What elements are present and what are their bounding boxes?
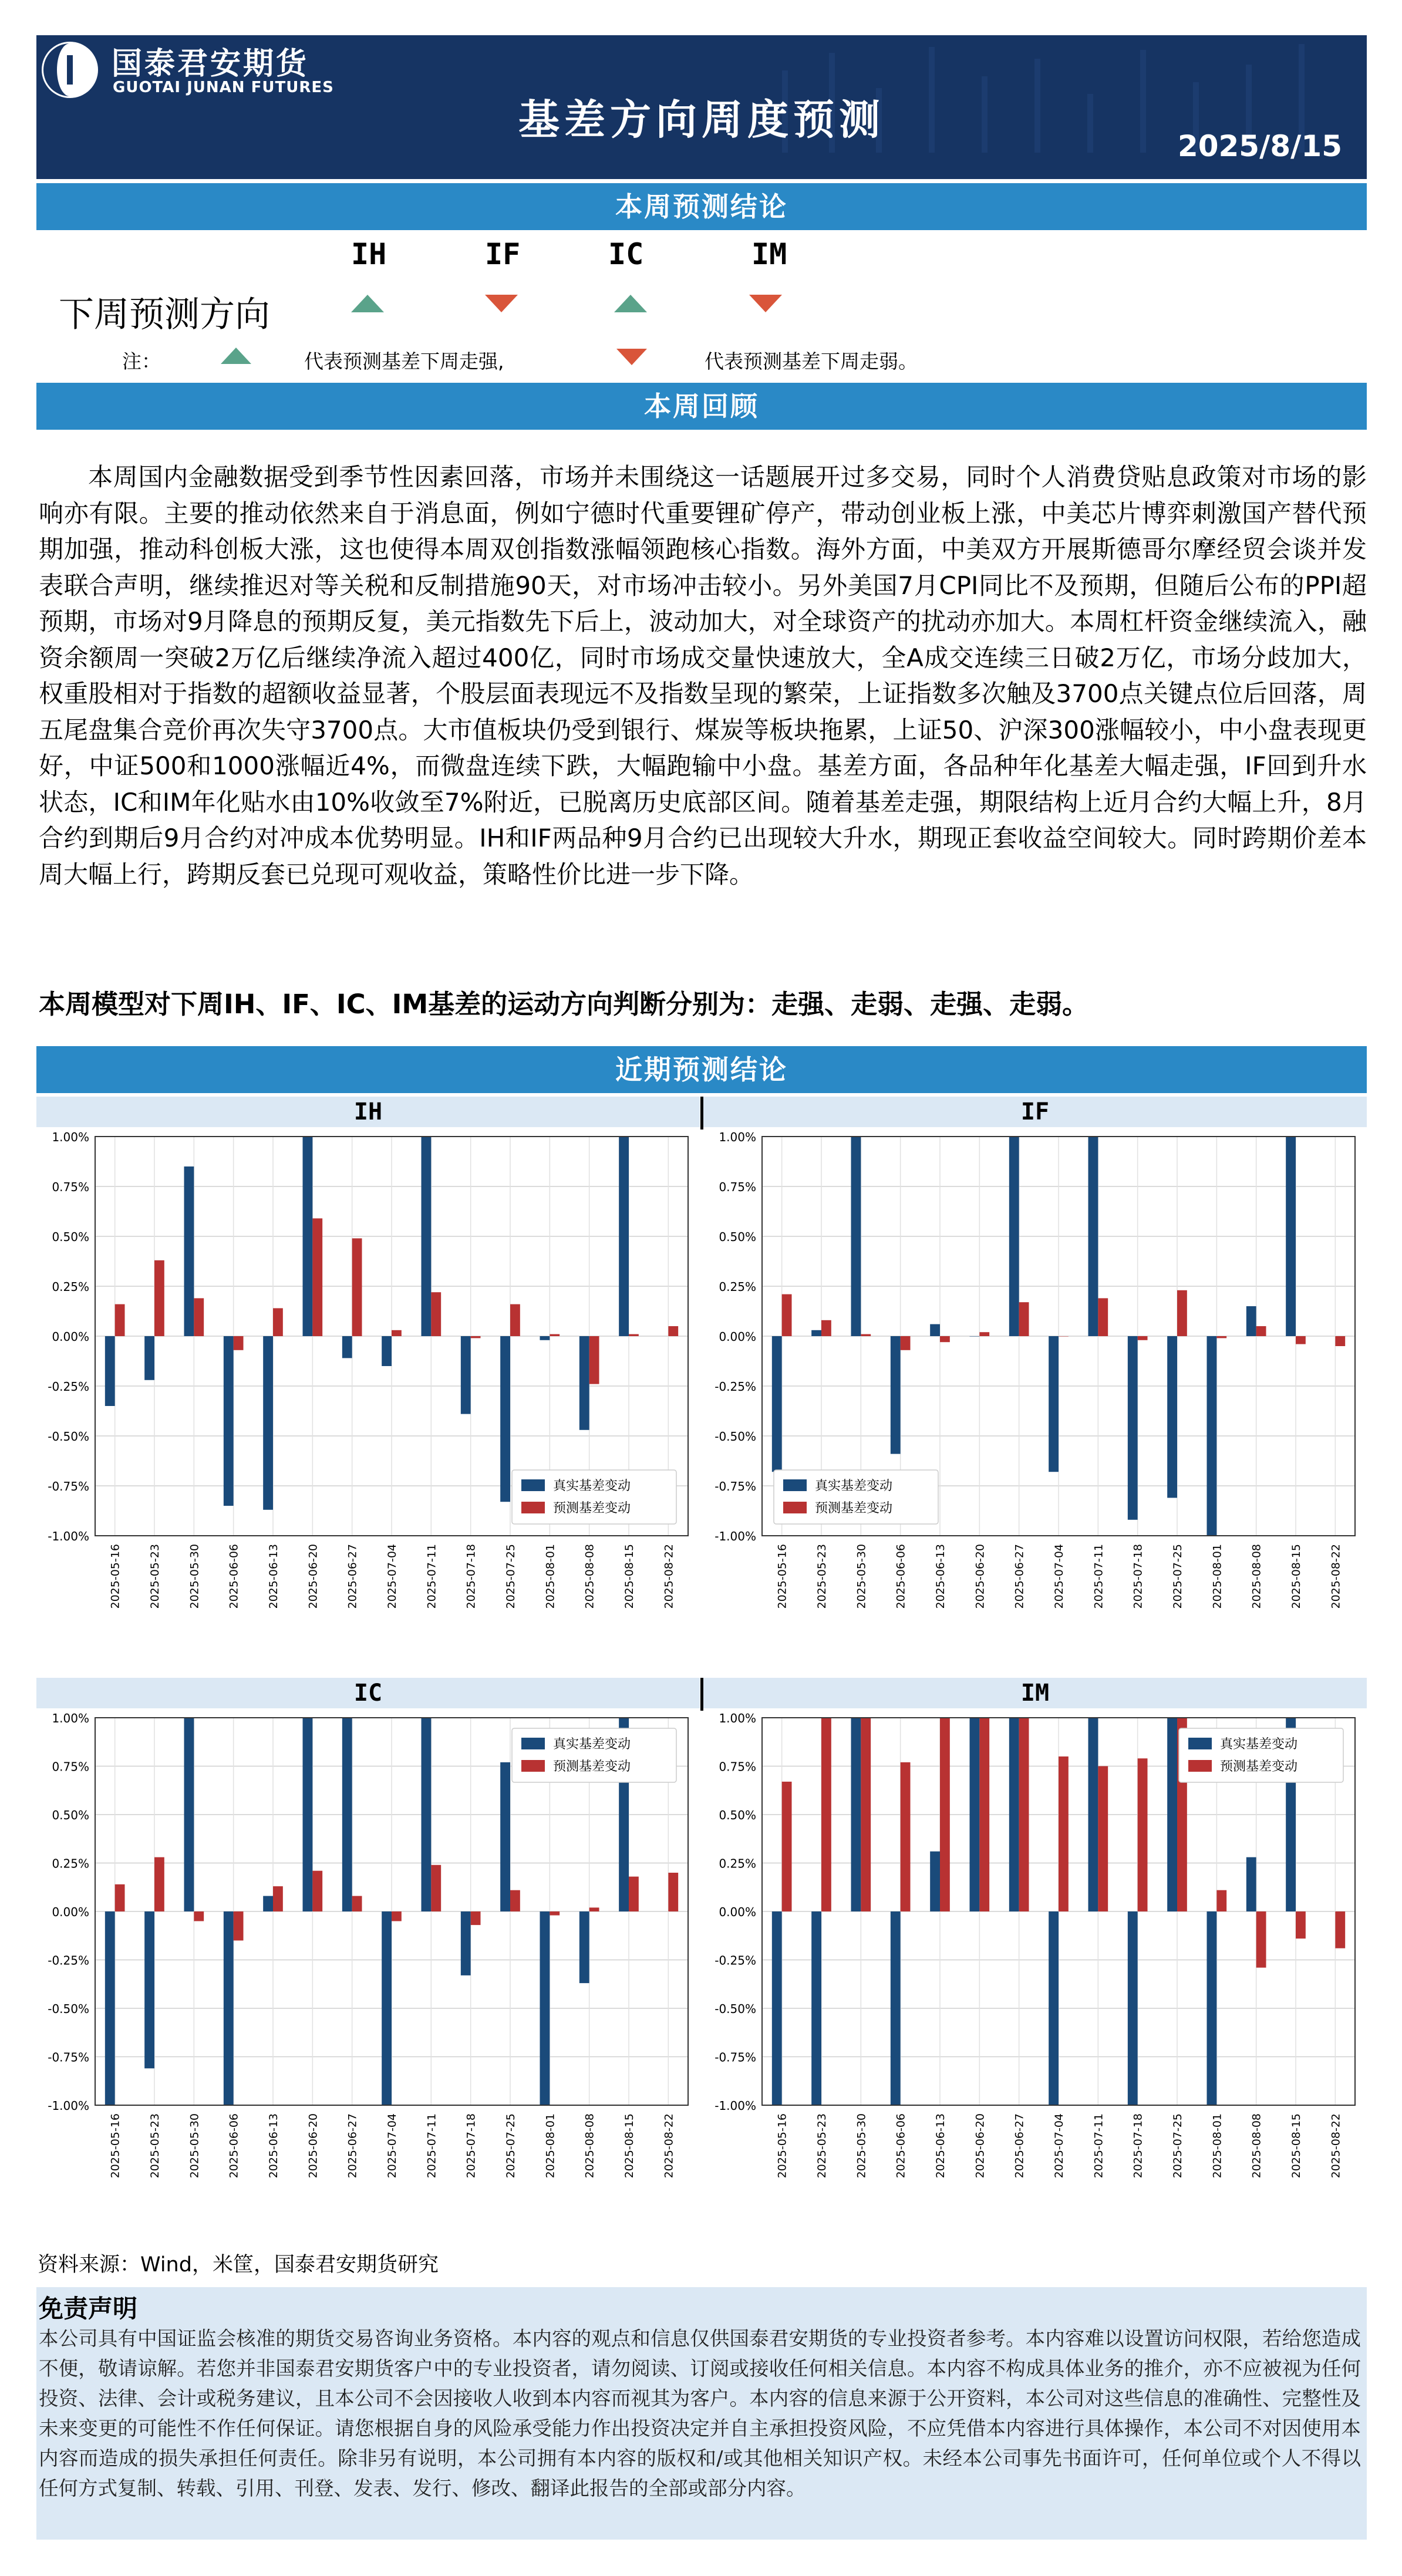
bar-predicted [940,1718,950,1911]
forecast-section-title: 本周预测结论 [36,183,1367,230]
bar-actual [342,1718,352,1911]
y-tick-label: 0.25% [52,1280,89,1294]
bar-actual [263,1896,273,1911]
bar-actual [1009,1718,1019,1911]
chart-im [703,1712,1367,2240]
x-tick-label: 2025-06-20 [306,1544,320,1609]
bar-actual [1286,1137,1296,1336]
y-tick-label: 0.50% [719,1808,756,1822]
x-tick-label: 2025-08-15 [1290,2113,1303,2179]
chart-legend [512,1728,676,1782]
x-tick-label: 2025-06-13 [934,1544,947,1609]
column-ic: IC [608,237,644,271]
bar-predicted [431,1292,441,1336]
bar-actual [184,1718,194,1911]
legend-swatch-actual [521,1479,545,1491]
bar-actual [811,1330,821,1336]
y-tick-label: -0.25% [48,1380,89,1394]
y-tick-label: 0.75% [52,1759,89,1774]
legend-swatch-actual [1188,1738,1212,1749]
y-tick-label: -0.75% [48,2050,89,2065]
bar-actual [144,1336,154,1380]
bar-predicted [1177,1290,1187,1336]
y-tick-label: 0.25% [719,1280,756,1294]
bar-predicted [668,1873,678,1911]
report-header [36,35,1367,179]
chart-legend [774,1470,938,1524]
bar-actual [382,1911,392,2105]
y-tick-label: -0.50% [48,1429,89,1444]
bar-actual [1207,1336,1217,1536]
x-tick-label: 2025-06-06 [894,1544,908,1609]
bar-predicted [194,1911,204,1921]
bar-predicted [1256,1911,1266,1968]
bar-actual [422,1137,432,1336]
brand-name-cn: 国泰君安期货 [112,46,309,82]
x-tick-label: 2025-08-08 [583,1544,596,1609]
y-tick-label: 0.75% [719,1180,756,1194]
x-tick-label: 2025-06-20 [973,2113,987,2179]
disclaimer-title: 免责声明 [39,2294,138,2323]
bar-actual [1009,1137,1019,1336]
bar-predicted [1019,1718,1029,1911]
legend-label-actual: 真实基差变动 [815,1479,893,1493]
bar-predicted [471,1911,481,1925]
bar-predicted [589,1907,599,1911]
bar-predicted [782,1782,792,1911]
bar-actual [579,1911,589,1983]
bar-actual [579,1336,589,1430]
bar-predicted [1138,1336,1148,1340]
bar-actual [540,1911,550,2105]
bar-actual [1167,1336,1177,1498]
chart-title-im: IM [703,1678,1367,1708]
x-tick-label: 2025-07-11 [425,1544,439,1609]
bar-predicted [115,1884,125,1911]
x-tick-label: 2025-06-13 [934,2113,947,2179]
note-prefix: 注： [122,350,161,373]
column-im: IM [751,237,787,271]
x-tick-label: 2025-07-25 [504,2113,517,2179]
chart-title-ih: IH [36,1097,700,1127]
ic-up-arrow-icon [614,295,647,312]
report-date: 2025/8/15 [1177,129,1342,163]
x-tick-label: 2025-07-11 [1092,1544,1106,1609]
bar-predicted [668,1326,678,1336]
bar-actual [1128,1911,1138,2105]
x-tick-label: 2025-08-15 [623,2113,636,2179]
bar-predicted [273,1308,283,1336]
chart-title-if: IF [703,1097,1367,1127]
data-source: 资料来源：Wind，米筐，国泰君安期货研究 [38,2253,439,2277]
chart-ih [36,1131,700,1671]
x-tick-label: 2025-08-22 [1329,2113,1343,2179]
x-tick-label: 2025-08-01 [544,2113,557,2179]
bar-actual [1088,1718,1098,1911]
legend-swatch-actual [783,1479,807,1491]
bar-predicted [194,1298,204,1336]
x-tick-label: 2025-08-01 [1211,2113,1224,2179]
y-tick-label: 0.50% [719,1230,756,1244]
x-tick-label: 2025-06-06 [894,2113,908,2179]
bar-predicted [312,1871,322,1911]
bar-predicted [471,1336,481,1338]
x-tick-label: 2025-07-25 [504,1544,517,1609]
bar-predicted [589,1336,599,1384]
bar-predicted [431,1865,441,1911]
bar-predicted [234,1911,244,1941]
bar-predicted [629,1334,639,1336]
y-tick-label: -0.50% [715,2002,756,2016]
bar-actual [970,1336,980,1337]
review-section-title: 本周回顾 [36,383,1367,430]
bar-actual [382,1336,392,1366]
bar-actual [461,1911,471,1975]
y-tick-label: 1.00% [52,1712,89,1725]
x-tick-label: 2025-06-13 [267,1544,280,1609]
bar-predicted [901,1762,911,1911]
legend-swatch-actual [521,1738,545,1749]
bar-predicted [392,1911,402,1921]
bar-actual [1088,1137,1098,1336]
ih-up-arrow-icon [351,295,384,312]
bar-actual [970,1718,980,1911]
y-tick-label: -0.50% [48,2002,89,2016]
bar-actual [772,1911,782,2105]
brand-name-en: GUOTAI JUNAN FUTURES [113,79,334,96]
x-tick-label: 2025-06-27 [346,1544,359,1609]
x-tick-label: 2025-07-11 [425,2113,439,2179]
chart-divider-top [700,1097,703,1129]
bar-predicted [115,1304,125,1336]
legend-box [512,1470,676,1524]
bar-predicted [1059,1756,1069,1911]
legend-label-actual: 真实基差变动 [1220,1737,1298,1752]
y-tick-label: -0.25% [715,1953,756,1968]
x-tick-label: 2025-06-20 [306,2113,320,2179]
y-tick-label: 0.25% [52,1856,89,1871]
y-tick-label: -1.00% [715,2099,756,2113]
bar-predicted [510,1890,520,1911]
bar-actual [224,1911,234,2105]
x-tick-label: 2025-05-23 [815,1544,828,1609]
im-down-arrow-icon [749,295,782,312]
bar-actual [1246,1306,1256,1336]
bar-actual [1128,1336,1138,1520]
bar-actual [184,1166,194,1336]
bar-predicted [940,1336,950,1342]
chart-title-ic: IC [36,1678,700,1708]
y-tick-label: -1.00% [48,1529,89,1543]
x-tick-label: 2025-06-20 [973,1544,987,1609]
bar-actual [303,1718,313,1911]
x-tick-label: 2025-07-11 [1092,2113,1106,2179]
bar-predicted [1216,1890,1226,1911]
bar-predicted [1216,1336,1226,1338]
y-tick-label: -0.75% [715,1479,756,1493]
bar-actual [1049,1911,1059,2105]
legend-label-predicted: 预测基差变动 [553,1759,631,1774]
legend-down-arrow-icon [616,349,647,365]
y-tick-label: 0.00% [52,1330,89,1344]
x-tick-label: 2025-07-04 [386,1544,399,1609]
bar-predicted [1019,1302,1029,1336]
x-tick-label: 2025-07-25 [1171,1544,1184,1609]
x-tick-label: 2025-05-23 [149,2113,161,2179]
x-tick-label: 2025-08-01 [1211,1544,1224,1609]
y-tick-label: -0.75% [715,2050,756,2065]
x-tick-label: 2025-06-27 [346,2113,359,2179]
y-tick-label: 0.25% [719,1856,756,1871]
x-tick-label: 2025-08-08 [1250,2113,1263,2179]
bar-actual [303,1137,313,1336]
x-tick-label: 2025-07-18 [464,2113,478,2179]
bar-predicted [1138,1758,1148,1911]
x-tick-label: 2025-08-22 [662,2113,676,2179]
bar-actual [930,1852,940,1911]
bar-actual [1207,1911,1217,2105]
column-ih: IH [351,237,387,271]
x-tick-label: 2025-05-30 [188,1544,201,1609]
x-tick-label: 2025-08-15 [623,1544,636,1609]
bar-predicted [392,1330,402,1336]
bar-predicted [352,1896,362,1911]
y-tick-label: 0.75% [719,1759,756,1774]
chart-legend [512,1470,676,1524]
note-up-meaning: 代表预测基差下周走强, [304,350,504,373]
x-tick-label: 2025-06-27 [1013,1544,1026,1609]
x-tick-label: 2025-07-25 [1171,2113,1184,2179]
bar-predicted [821,1718,831,1911]
bar-actual [342,1336,352,1358]
bar-predicted [1098,1298,1108,1336]
chart-divider-bottom [700,1678,703,1711]
y-tick-label: 0.50% [52,1230,89,1244]
legend-label-actual: 真实基差变动 [553,1737,631,1752]
x-tick-label: 2025-08-08 [1250,1544,1263,1609]
x-tick-label: 2025-06-27 [1013,2113,1026,2179]
x-tick-label: 2025-05-30 [855,2113,868,2179]
legend-label-predicted: 预测基差变动 [553,1501,631,1516]
legend-swatch-predicted [783,1502,807,1513]
x-tick-label: 2025-06-06 [227,1544,241,1609]
bar-actual [891,1336,901,1454]
report-title: 基差方向周度预测 [518,96,885,144]
bar-predicted [1256,1326,1266,1336]
y-tick-label: 0.00% [719,1905,756,1919]
bar-actual [263,1336,273,1510]
bar-actual [1049,1336,1059,1472]
bar-predicted [1296,1336,1306,1344]
bar-predicted [979,1718,989,1911]
bar-actual [1246,1857,1256,1911]
note-down-meaning: 代表预测基差下周走弱。 [705,350,918,373]
x-tick-label: 2025-08-01 [544,1544,557,1609]
legend-swatch-predicted [521,1502,545,1513]
x-tick-label: 2025-05-23 [149,1544,161,1609]
x-tick-label: 2025-05-16 [776,2113,789,2179]
bar-actual [811,1911,821,2105]
column-if: IF [485,237,521,271]
disclaimer-box [36,2287,1367,2540]
x-tick-label: 2025-05-30 [855,1544,868,1609]
legend-box [512,1728,676,1782]
bar-actual [540,1336,550,1340]
disclaimer-text: 本公司具有中国证监会核准的期货交易咨询业务资格。本内容的观点和信息仅供国泰君安期货的专业投资者参考。本内容难以设置访问权限，若给您造成不便，敬请谅解。若您并非国泰君安期货客户中的专业投资者，请勿阅读、订阅或接收任何相关信息。本内容不构成具体业务的推介，亦不应被视为任何投资、法律、会计或税务建议，且本公司不会因接收人收到本内容而视其为客户。本内容的信息来源于公开资料，本公司对这些信息的准确性、完整性及未来变更的可能性不作任何保证。请您根据自身的风险承受能力作出投资决定并自主承担投资风险，不应凭借本内容进行具体操作，本公司不对因使用本内容而造成的损失承担任何责任。除非另有说明，本公司拥有本内容的版权和/或其他相关知识产权。未经本公司事先书面许可，任何单位或个人不得以任何方式复制、转载、引用、刊登、发表、发行、修改、翻译此报告的全部或部分内容。 [39,2327,1361,2500]
x-tick-label: 2025-07-18 [1131,1544,1145,1609]
bar-predicted [782,1294,792,1336]
bar-predicted [1098,1766,1108,1912]
bar-actual [851,1718,861,1911]
y-tick-label: -0.75% [48,1479,89,1493]
x-tick-label: 2025-08-15 [1290,1544,1303,1609]
bar-predicted [234,1336,244,1350]
bar-actual [930,1324,940,1336]
bar-actual [500,1762,510,1911]
legend-label-actual: 真实基差变动 [553,1479,631,1493]
legend-box [774,1470,938,1524]
x-tick-label: 2025-08-08 [583,2113,596,2179]
y-tick-label: 1.00% [719,1131,756,1144]
bar-predicted [1335,1336,1345,1346]
x-tick-label: 2025-05-16 [109,1544,122,1609]
x-tick-label: 2025-07-04 [1053,2113,1066,2179]
bar-actual [105,1911,115,2105]
x-tick-label: 2025-05-16 [776,1544,789,1609]
legend-label-predicted: 预测基差变动 [815,1501,893,1516]
chart-legend [1179,1728,1343,1782]
bar-predicted [979,1332,989,1336]
y-tick-label: -0.25% [715,1380,756,1394]
bar-predicted [510,1304,520,1336]
x-tick-label: 2025-07-18 [1131,2113,1145,2179]
legend-up-arrow-icon [221,348,251,364]
x-tick-label: 2025-05-16 [109,2113,122,2179]
x-tick-label: 2025-06-13 [267,2113,280,2179]
bar-actual [422,1718,432,1911]
x-tick-label: 2025-05-30 [188,2113,201,2179]
y-tick-label: 0.00% [719,1330,756,1344]
x-tick-label: 2025-05-23 [815,2113,828,2179]
next-week-direction-label: 下周预测方向 [59,294,270,335]
x-tick-label: 2025-06-06 [227,2113,241,2179]
y-tick-label: 0.00% [52,1905,89,1919]
x-tick-label: 2025-08-22 [1329,1544,1343,1609]
if-down-arrow-icon [485,295,518,312]
bar-actual [772,1336,782,1472]
bar-actual [619,1137,629,1336]
x-tick-label: 2025-07-04 [386,2113,399,2179]
bar-actual [461,1336,471,1414]
bar-predicted [861,1718,871,1911]
recent-section-title: 近期预测结论 [36,1046,1367,1093]
legend-box [1179,1728,1343,1782]
bar-predicted [1335,1911,1345,1948]
x-tick-label: 2025-07-04 [1053,1544,1066,1609]
y-tick-label: 0.75% [52,1180,89,1194]
bar-predicted [154,1857,164,1911]
y-tick-label: -1.00% [715,1529,756,1543]
y-tick-label: 1.00% [52,1131,89,1144]
y-tick-label: 0.50% [52,1808,89,1822]
bar-predicted [901,1336,911,1350]
bar-actual [1167,1718,1177,1911]
bar-actual [224,1336,234,1506]
y-tick-label: 1.00% [719,1712,756,1725]
bar-predicted [629,1877,639,1911]
x-tick-label: 2025-08-22 [662,1544,676,1609]
weekly-review-body: 本周国内金融数据受到季节性因素回落，市场并未围绕这一话题展开过多交易，同时个人消费贷贴息政策对市场的影响亦有限。主要的推动依然来自于消息面，例如宁德时代重要锂矿停产，带动创业板上涨，中美芯片博弈刺激国产替代预期加强，推动科创板大涨，这也使得本周双创指数涨幅领跑核心指数。海外方面，中美双方开展斯德哥尔摩经贸会谈并发表联合声明，继续推迟对等关税和反制措施90天，对市场冲击较小。另外美国7月CPI同比不及预期，但随后公布的PPI超预期，市场对9月降息的预期反复，美元指数先下后上，波动加大，对全球资产的扰动亦加大。本周杠杆资金继续流入，融资余额周一突破2万亿后继续净流入超过400亿，同时市场成交量快速放大，全A成交连续三日破2万亿，市场分歧加大，权重股相对于指数的超额收益显著，个股层面表现远不及指数呈现的繁荣，上证指数多次触及3700点关键点位后回落，周五尾盘集合竞价再次失守3700点。大市值板块仍受到银行、煤炭等板块拖累，上证50、沪深300涨幅较小，中小盘表现更好，中证500和1000涨幅近4%，而微盘连续下跌，大幅跑输中小盘。基差方面，各品种年化基差大幅走强，IF回到升水状态，IC和IM年化贴水由10%收敛至7%附近，已脱离历史底部区间。随着基差走强，期限结构上近月合约大幅上升，8月合约到期后9月合约对冲成本优势明显。IH和IF两品种9月合约已出现较大升水，期现正套收益空间较大。同时跨期价差本周大幅上行，跨期反套已兑现可观收益，策略性价比进一步下降。 [39,463,1367,889]
chart-ic [36,1712,700,2240]
bar-predicted [273,1886,283,1911]
bar-predicted [1296,1911,1306,1938]
bar-predicted [312,1218,322,1336]
bar-predicted [1059,1336,1069,1337]
bar-actual [144,1911,154,2068]
bar-predicted [550,1911,560,1916]
bar-predicted [550,1334,560,1336]
bar-predicted [154,1260,164,1336]
bar-predicted [821,1320,831,1336]
bar-actual [105,1336,115,1406]
bar-actual [891,1911,901,2105]
model-conclusion: 本周模型对下周IH、IF、IC、IM基差的运动方向判断分别为：走强、走弱、走强、走弱。 [39,989,1089,1020]
legend-swatch-predicted [521,1760,545,1772]
bar-actual [500,1336,510,1502]
y-tick-label: -0.25% [48,1953,89,1968]
bar-predicted [352,1238,362,1336]
bar-actual [851,1137,861,1336]
legend-label-predicted: 预测基差变动 [1220,1759,1298,1774]
y-tick-label: -1.00% [48,2099,89,2113]
bar-predicted [861,1334,871,1336]
y-tick-label: -0.50% [715,1429,756,1444]
chart-if [703,1131,1367,1671]
x-tick-label: 2025-07-18 [464,1544,478,1609]
legend-swatch-predicted [1188,1760,1212,1772]
